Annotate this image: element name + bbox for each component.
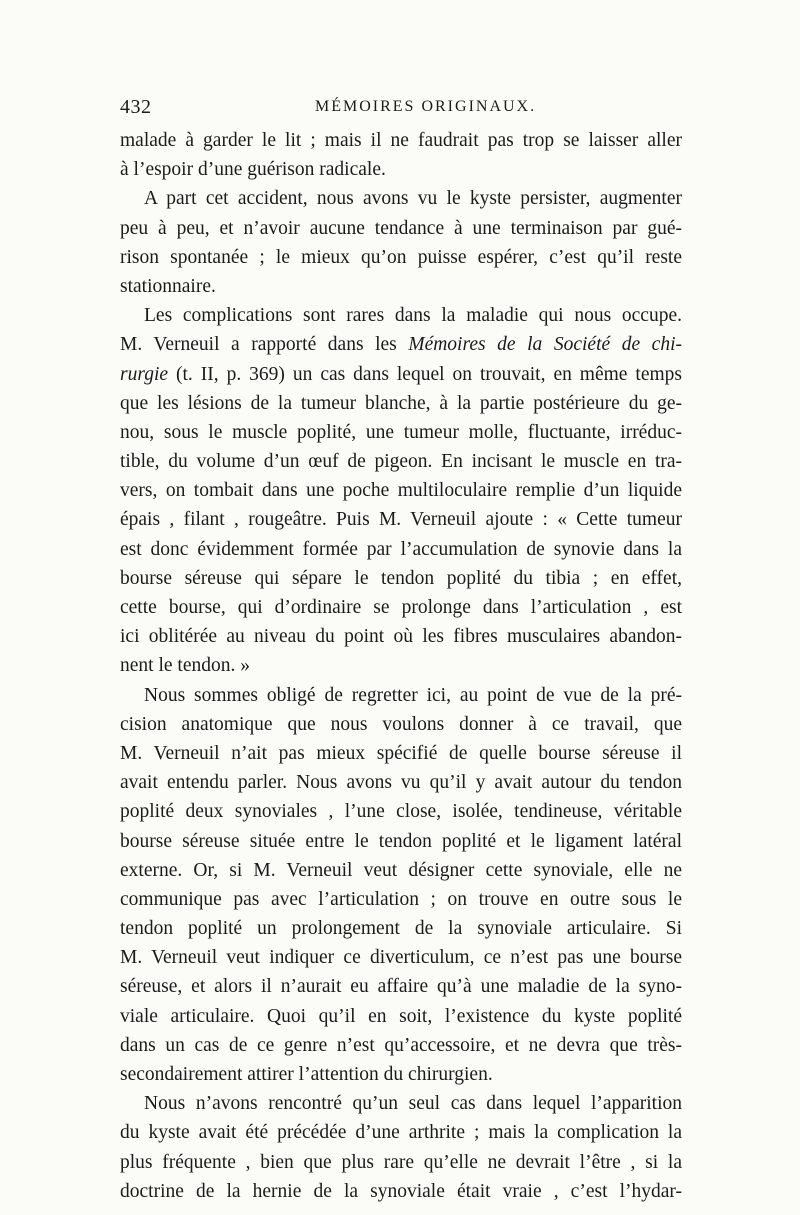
- text-line: M. Verneuil n’ait pas mieux spécifié de quelle bourse séreuse il: [120, 742, 682, 764]
- italic-title: rurgie: [120, 363, 169, 385]
- text-line: secondairement attirer l’attention du chirurgien.: [120, 1064, 493, 1085]
- page-number: 432: [120, 96, 152, 118]
- running-head: MÉMOIRES ORIGINAUX.: [315, 98, 537, 115]
- text-line: [120, 360, 682, 389]
- text-segment: (t. II, p. 369) un cas dans lequel on trouvait, en même temps: [168, 363, 682, 385]
- text-line: cision anatomique que nous voulons donner à ce travail, que: [120, 713, 682, 735]
- text-line: rison spontanée ; le mieux qu’on puisse espérer, c’est qu’il reste: [120, 246, 682, 268]
- text-line: tendon poplité un prolongement de la synoviale articulaire. Si: [120, 918, 682, 940]
- text-line: M. Verneuil veut indiquer ce diverticulum, ce n’est pas une bourse: [120, 947, 682, 969]
- text-line: Nous sommes obligé de regretter ici, au point de vue de la pré-: [144, 684, 682, 706]
- text-line: à l’espoir d’une guérison radicale.: [120, 159, 386, 181]
- text-line: cette bourse, qui d’ordinaire se prolonge dans l’articulation , est: [120, 597, 682, 618]
- text-line: bourse séreuse qui sépare le tendon poplité du tibia ; en effet,: [120, 567, 682, 589]
- text-line: [120, 330, 682, 359]
- text-line: du kyste avait été précédée d’une arthrite ; mais la complication la: [120, 1122, 682, 1144]
- text-line: dans un cas de ce genre n’est qu’accessoire, et ne devra que très-: [120, 1034, 682, 1056]
- italic-title: Mémoires de la Société de chi-: [408, 334, 682, 356]
- text-line: Nous n’avons rencontré qu’un seul cas dans lequel l’apparition: [144, 1093, 682, 1115]
- text-segment: M. Verneuil a rapporté dans les: [120, 334, 409, 356]
- text-line: Les complications sont rares dans la maladie qui nous occupe.: [144, 305, 682, 327]
- text-line: peu à peu, et n’avoir aucune tendance à une terminaison par gué-: [120, 217, 682, 239]
- text-line: viale articulaire. Quoi qu’il en soit, l’existence du kyste poplité: [120, 1005, 682, 1027]
- text-line: A part cet accident, nous avons vu le kyste persister, augmenter: [144, 188, 682, 210]
- body-text: [120, 126, 682, 1206]
- text-line: ici oblitérée au niveau du point où les fibres musculaires abandon-: [120, 626, 682, 648]
- text-line: poplité deux synoviales , l’une close, isolée, tendineuse, véritable: [120, 801, 682, 823]
- text-line: nent le tendon. »: [120, 655, 250, 677]
- text-line: stationnaire.: [120, 275, 216, 297]
- text-line: plus fréquente , bien que plus rare qu’elle ne devrait l’être , si la: [120, 1151, 682, 1173]
- page-header: [120, 96, 680, 122]
- text-line: épais , filant , rougeâtre. Puis M. Verneuil ajoute : « Cette tumeur: [120, 509, 682, 531]
- text-line: communique pas avec l’articulation ; on trouve en outre sous le: [120, 888, 682, 910]
- text-line: externe. Or, si M. Verneuil veut désigner cette synoviale, elle ne: [120, 859, 682, 881]
- text-line: tible, du volume d’un œuf de pigeon. En incisant le muscle en tra-: [120, 451, 682, 473]
- text-line: bourse séreuse située entre le tendon poplité et le ligament latéral: [120, 830, 682, 852]
- text-line: avait entendu parler. Nous avons vu qu’il y avait autour du tendon: [120, 772, 682, 794]
- text-line: doctrine de la hernie de la synoviale était vraie , c’est l’hydar-: [120, 1180, 682, 1202]
- text-line: vers, on tombait dans une poche multiloculaire remplie d’un liquide: [120, 480, 682, 502]
- text-line: malade à garder le lit ; mais il ne faudrait pas trop se laisser aller: [120, 130, 682, 151]
- text-line: que les lésions de la tumeur blanche, à la partie postérieure du ge-: [120, 392, 682, 414]
- text-line: nou, sous le muscle poplité, une tumeur molle, fluctuante, irréduc-: [120, 421, 682, 443]
- text-line: est donc évidemment formée par l’accumulation de synovie dans la: [120, 538, 682, 560]
- text-line: séreuse, et alors il n’aurait eu affaire qu’à une maladie de la syno-: [120, 976, 682, 998]
